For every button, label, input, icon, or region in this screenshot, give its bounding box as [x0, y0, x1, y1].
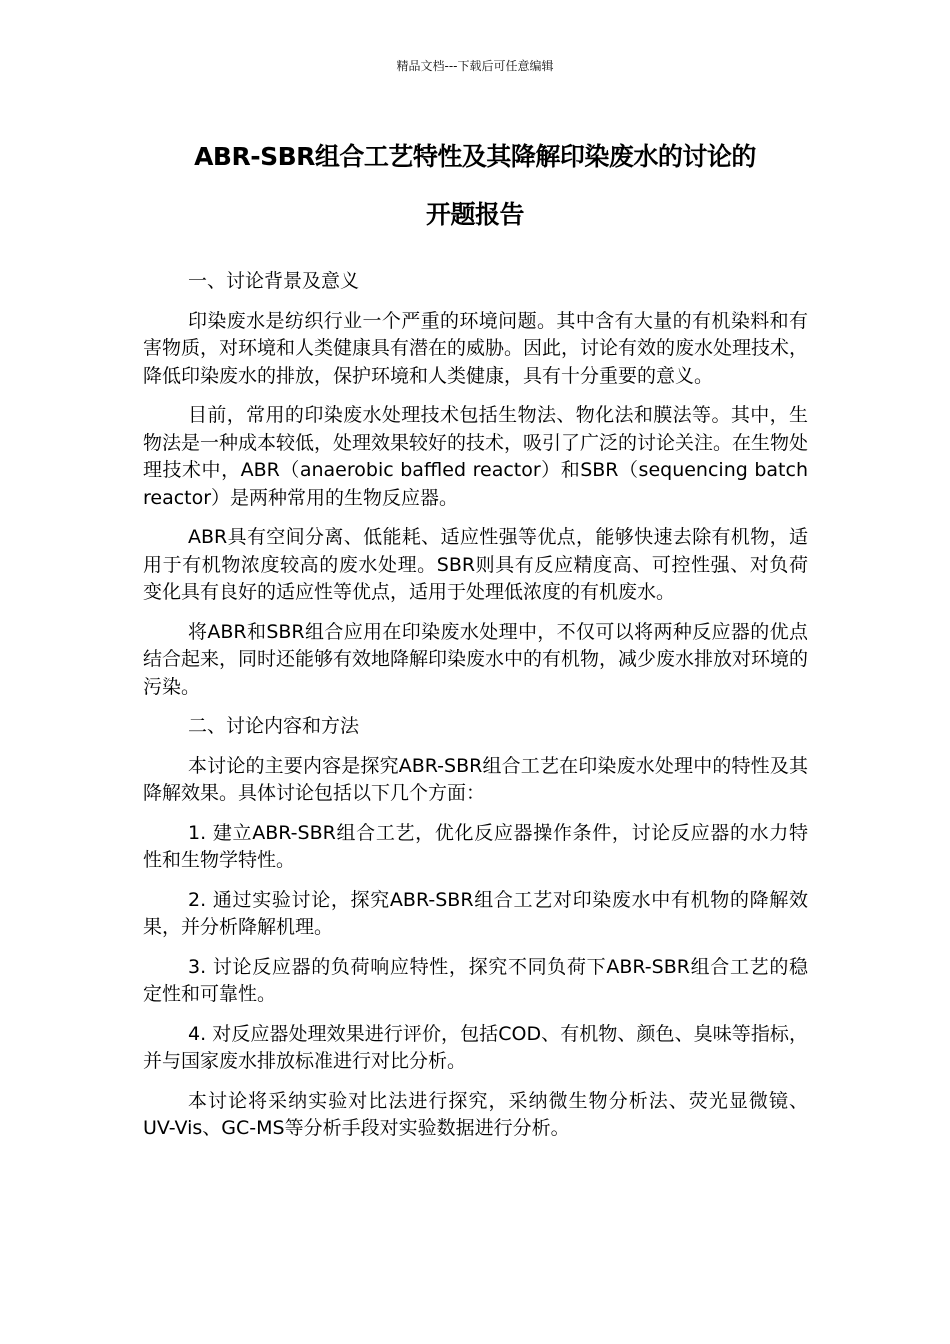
section-2-list-item-2: 2. 通过实验讨论，探究ABR-SBR组合工艺对印染废水中有机物的降解效果，并分析降解机理。 [143, 888, 808, 938]
section-1-paragraph-3: ABR具有空间分离、低能耗、适应性强等优点，能够快速去除有机物，适用于有机物浓度较高的废水处理。SBR则具有反应精度高、可控性强、对负荷变化具有良好的适应性等优点，适用于处理低浓度的有机废水。 [143, 526, 808, 603]
document-title [120, 128, 830, 244]
section-1-paragraph-4: 将ABR和SBR组合应用在印染废水处理中，不仅可以将两种反应器的优点结合起来，同时还能够有效地降解印染废水中的有机物，减少废水排放对环境的污染。 [143, 620, 809, 698]
section-2-heading: 二、讨论内容和方法 [188, 715, 360, 737]
section-2-paragraph-1: 本讨论的主要内容是探究ABR-SBR组合工艺在印染废水处理中的特性及其降解效果。具体讨论包括以下几个方面： [143, 754, 808, 804]
section-1-paragraph-1: 印染废水是纺织行业一个严重的环境问题。其中含有大量的有机染料和有害物质，对环境和人类健康具有潜在的威胁。因此，讨论有效的废水处理技术，降低印染废水的排放，保护环境和人类健康，具有十分重要的意义。 [143, 309, 809, 387]
section-2-list-item-3: 3. 讨论反应器的负荷响应特性，探究不同负荷下ABR-SBR组合工艺的稳定性和可靠性。 [143, 955, 808, 1005]
page-header: 精品文档---下载后可任意编辑 [396, 59, 554, 73]
title-line-1: ABR-SBR组合工艺特性及其降解印染废水的讨论的 [194, 142, 756, 171]
section-1-paragraph-2: 目前，常用的印染废水处理技术包括生物法、物化法和膜法等。其中，生物法是一种成本较低，处理效果较好的技术，吸引了广泛的讨论关注。在生物处理技术中，ABR（anaerobic baffled reactor）和SBR（sequencing batch reactor）是两种常用的生物反应器。 [143, 404, 809, 509]
section-2-list-item-4: 4. 对反应器处理效果进行评价，包括COD、有机物、颜色、臭味等指标，并与国家废水排放标准进行对比分析。 [143, 1022, 808, 1072]
section-2-list-item-1: 1. 建立ABR-SBR组合工艺，优化反应器操作条件，讨论反应器的水力特性和生物学特性。 [143, 821, 808, 871]
title-line-2: 开题报告 [425, 200, 524, 229]
document-body [143, 268, 808, 1155]
section-2-paragraph-2: 本讨论将采纳实验对比法进行探究，采纳微生物分析法、荧光显微镜、UV-Vis、GC-MS等分析手段对实验数据进行分析。 [143, 1089, 808, 1139]
section-1-heading: 一、讨论背景及意义 [188, 270, 360, 292]
